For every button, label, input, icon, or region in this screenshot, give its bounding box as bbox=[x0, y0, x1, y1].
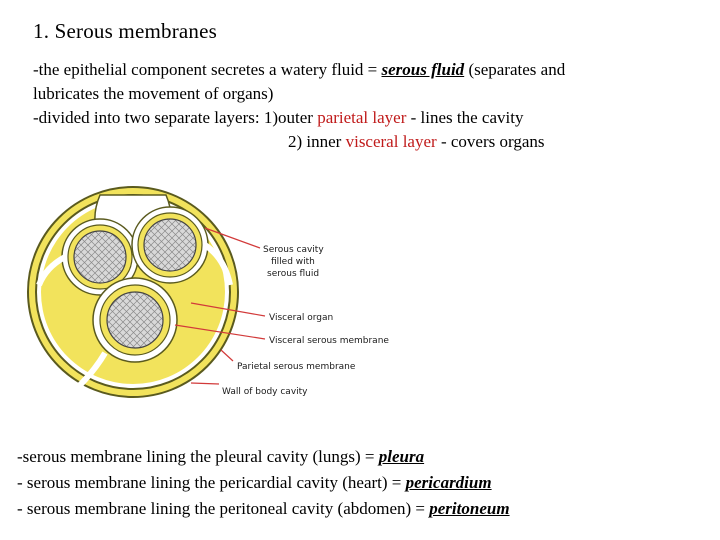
pointer-wall bbox=[191, 383, 219, 384]
pleura-line-text: -serous membrane lining the pleural cavity (lungs) = bbox=[17, 447, 379, 466]
term-pleura: pleura bbox=[378, 447, 425, 466]
pleura-line bbox=[17, 444, 510, 470]
serous-membrane-types bbox=[17, 444, 510, 522]
serous-membrane-diagram bbox=[25, 175, 405, 410]
visceral-organ-bottom bbox=[93, 278, 177, 362]
label-visceral-membrane: Visceral serous membrane bbox=[269, 336, 389, 346]
label-serous-cavity-2: filled with bbox=[271, 257, 315, 267]
term-peritoneum: peritoneum bbox=[429, 499, 510, 518]
label-serous-cavity-1: Serous cavity bbox=[263, 245, 324, 255]
diagram-svg bbox=[25, 175, 405, 410]
intro-line-3-tail: - lines the cavity bbox=[406, 108, 524, 127]
intro-line-1-tail: (separates and bbox=[464, 60, 566, 79]
label-serous-cavity-3: serous fluid bbox=[267, 269, 320, 279]
intro-line-4-text: 2) inner bbox=[288, 132, 346, 151]
pericardium-line-text: - serous membrane lining the pericardial cavity (heart) = bbox=[17, 473, 406, 492]
intro-line-3 bbox=[33, 106, 683, 130]
pericardium-line bbox=[17, 470, 510, 496]
pointer-parietal-membrane bbox=[221, 350, 233, 361]
intro-text bbox=[33, 58, 683, 154]
term-parietal-layer: parietal layer bbox=[317, 108, 407, 127]
intro-line-1 bbox=[33, 58, 683, 82]
visceral-organ-right bbox=[132, 207, 208, 283]
label-visceral-organ: Visceral organ bbox=[269, 313, 334, 323]
peritoneum-line bbox=[17, 496, 510, 522]
peritoneum-line-text: - serous membrane lining the peritoneal cavity (abdomen) = bbox=[17, 499, 430, 518]
term-serous-fluid: serous fluid bbox=[381, 60, 465, 79]
slide-title: 1. Serous membranes bbox=[33, 19, 218, 43]
label-wall-body-cavity: Wall of body cavity bbox=[222, 387, 308, 397]
intro-line-1-text: -the epithelial component secretes a watery fluid = bbox=[33, 60, 382, 79]
intro-line-4-tail: - covers organs bbox=[436, 132, 545, 151]
intro-line-4 bbox=[33, 130, 683, 154]
intro-line-3-text: -divided into two separate layers: 1)outer bbox=[33, 108, 318, 127]
intro-line-2: lubricates the movement of organs) bbox=[33, 84, 274, 103]
term-visceral-layer: visceral layer bbox=[345, 132, 437, 151]
term-pericardium: pericardium bbox=[405, 473, 492, 492]
label-parietal-membrane: Parietal serous membrane bbox=[237, 362, 356, 372]
